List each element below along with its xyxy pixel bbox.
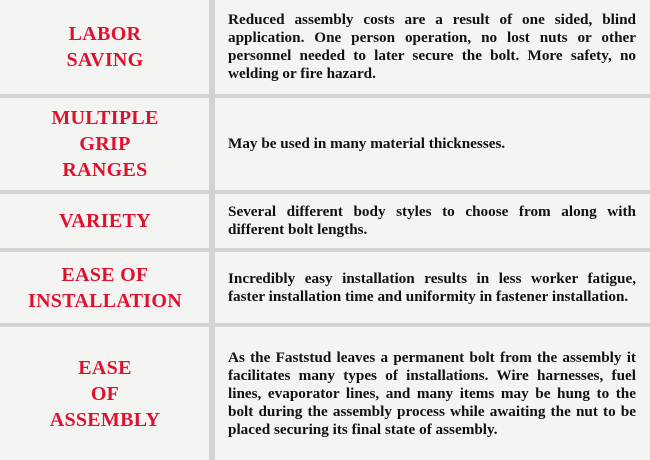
feature-description: Reduced assembly costs are a result of one sided, blind application. One person operation, no lost nuts or other personnel needed to later secure the bolt. More safety, no welding or fire hazard. — [228, 11, 636, 82]
feature-label: EASE OF ASSEMBLY — [49, 356, 161, 431]
column-divider — [209, 0, 215, 460]
feature-description: Several different body styles to choose from along with different bolt lengths. — [228, 203, 636, 238]
feature-description: May be used in many material thicknesses. — [228, 135, 506, 152]
table-row — [0, 0, 650, 94]
table-row — [0, 194, 650, 248]
table-row — [0, 98, 650, 190]
table-row — [0, 252, 650, 323]
feature-label: LABOR SAVING — [66, 23, 144, 71]
feature-label: EASE OF INSTALLATION — [27, 263, 182, 312]
feature-label: VARIETY — [59, 210, 151, 232]
feature-description: As the Faststud leaves a permanent bolt from the assembly it facilitates many types of installations. Wire harnesses, fuel lines, evaporator lines, and many items may be hung to the bolt during the assembly process while awaiting the nut to be placed securing its final state of assembly. — [228, 348, 636, 438]
feature-label: MULTIPLE GRIP RANGES — [51, 107, 159, 181]
feature-description: Incredibly easy installation results in less worker fatigue, faster installation time and uniformity in fastener installation. — [228, 269, 636, 305]
table-row — [0, 327, 650, 460]
